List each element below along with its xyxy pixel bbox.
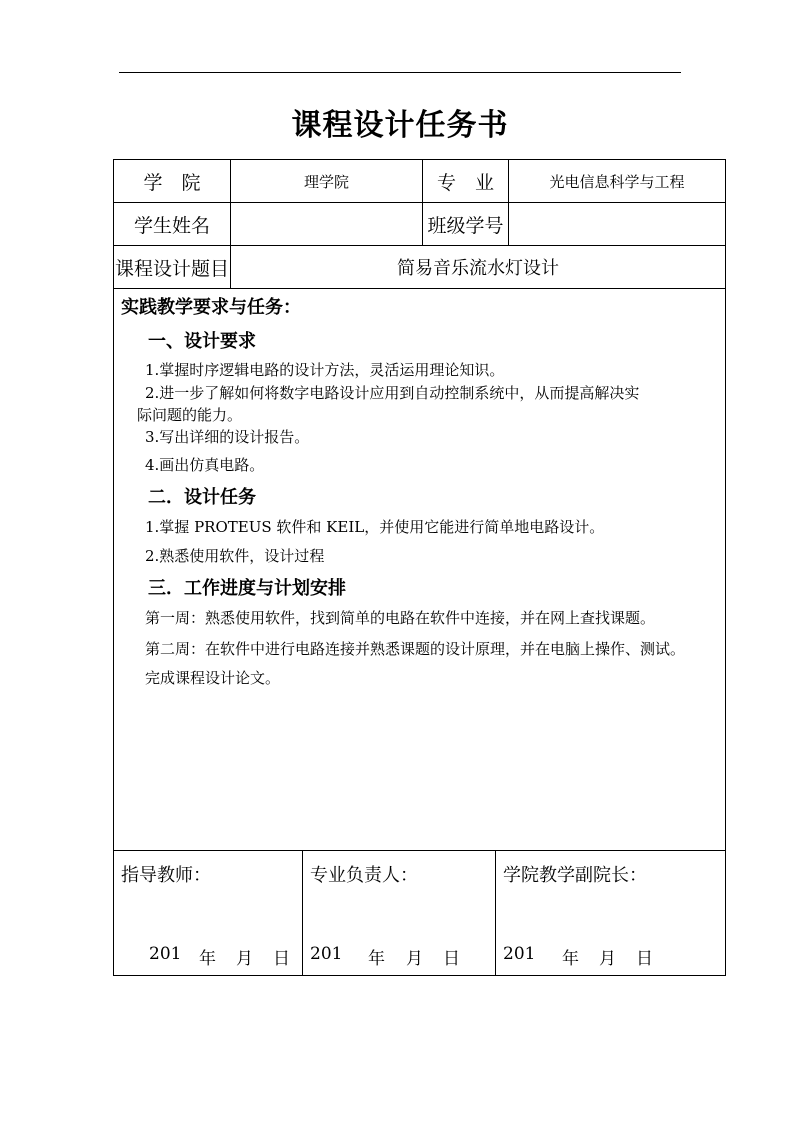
date-year: 201: [503, 944, 536, 964]
topic-value: 简易音乐流水灯设计: [397, 258, 559, 279]
class-id-label: 班级学号: [427, 214, 504, 237]
major-head-label: 专业负责人：: [310, 865, 418, 886]
date-year: 201: [310, 944, 343, 964]
requirement-item: 3.写出详细的设计报告。: [145, 428, 310, 446]
section-heading: 一、设计要求: [148, 331, 256, 352]
date-month-char: 月: [599, 949, 616, 969]
schedule-item: 第一周：熟悉使用软件，找到简单的电路在软件中连接，并在网上查找课题。: [145, 609, 656, 627]
requirement-item: 4.画出仿真电路。: [145, 456, 265, 474]
date-year-char: 年: [199, 949, 216, 969]
student-name-label: 学生姓名: [133, 214, 210, 237]
schedule-item: 完成课程设计论文。: [145, 669, 281, 687]
schedule-item: 第二周：在软件中进行电路连接并熟悉课题的设计原理，并在电脑上操作、测试。: [145, 640, 686, 658]
page-title: 课程设计任务书: [291, 108, 509, 143]
section-heading: 二．设计任务: [148, 487, 256, 508]
college-value: 理学院: [303, 172, 349, 191]
date-year-char: 年: [562, 949, 579, 969]
college-label: 学 院: [143, 171, 201, 194]
section-heading: 三．工作进度与计划安排: [148, 578, 346, 599]
dean-label: 学院教学副院长：: [503, 865, 647, 886]
requirement-item: 2.进一步了解如何将数字电路设计应用到自动控制系统中，从而提高解决实: [145, 384, 640, 402]
date-year-char: 年: [368, 949, 385, 969]
task-item: 1.掌握 PROTEUS 软件和 KEIL，并使用它能进行简单地电路设计。: [145, 518, 605, 536]
requirement-item: 际问题的能力。: [137, 406, 243, 424]
row-divider: [113, 288, 726, 289]
requirements-heading: 实践教学要求与任务：: [121, 297, 301, 318]
header-rule: [119, 72, 681, 73]
student-name-field[interactable]: [231, 203, 422, 245]
major-value: 光电信息科学与工程: [549, 172, 685, 191]
task-item: 2.熟悉使用软件，设计过程: [145, 547, 325, 565]
date-month-char: 月: [406, 949, 423, 969]
column-divider: [302, 850, 303, 976]
topic-label: 课程设计题目: [114, 257, 229, 280]
date-day-char: 日: [443, 949, 460, 969]
major-label: 专 业: [436, 171, 494, 194]
date-day-char: 日: [273, 949, 290, 969]
date-day-char: 日: [636, 949, 653, 969]
requirement-item: 1.掌握时序逻辑电路的设计方法，灵活运用理论知识。: [145, 361, 505, 379]
class-id-field[interactable]: [509, 203, 725, 245]
advisor-label: 指导教师：: [121, 865, 211, 886]
column-divider: [495, 850, 496, 976]
row-divider: [113, 850, 726, 851]
date-year: 201: [149, 944, 182, 964]
date-month-char: 月: [236, 949, 253, 969]
